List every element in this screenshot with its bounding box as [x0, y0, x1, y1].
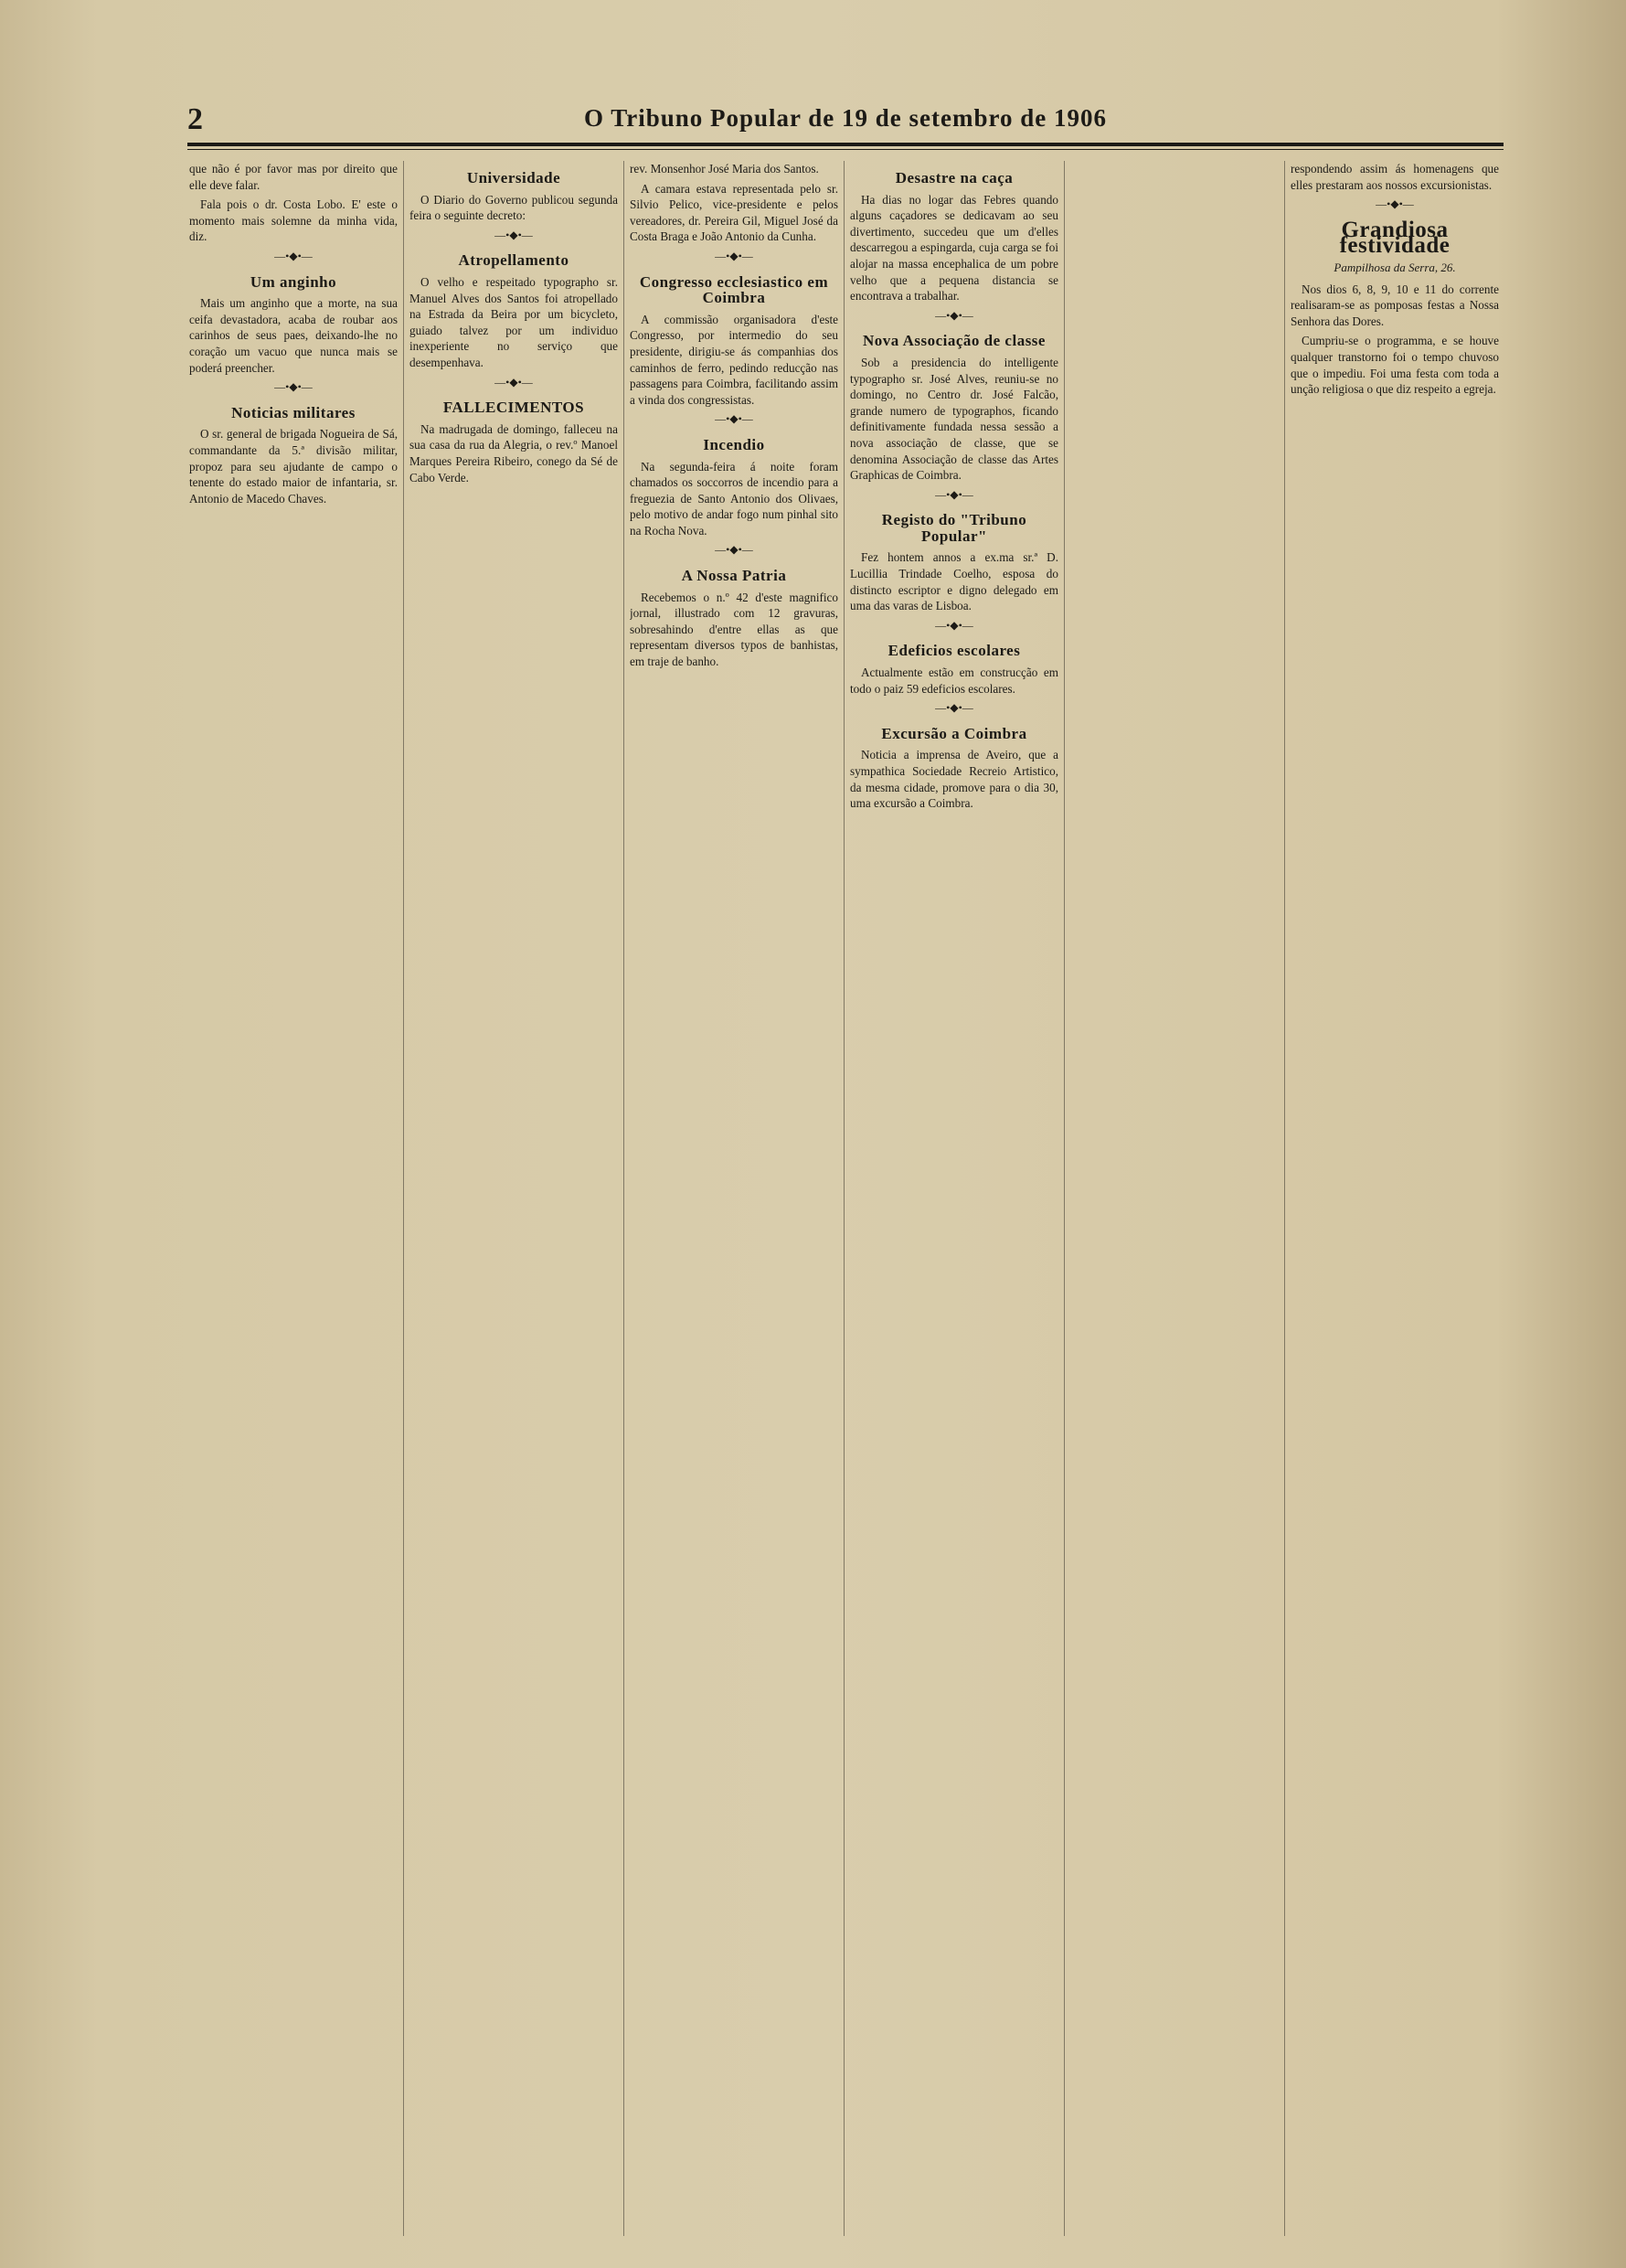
article-title: A Nossa Patria [681, 567, 787, 585]
article-paragraph: Recebemos o n.º 42 d'este magnifico jornal, illustrado com 12 gravuras, sobresahindo d'entre ellas as que representam diversos typos de banhistas, em traje de banho. [630, 590, 838, 669]
ornament-divider: —•◆•— [274, 380, 313, 394]
article-paragraph: Sob a presidencia do intelligente typographo sr. José Alves, reuniu-se no domingo, no Centro dr. José Falcão, grande numero de typographos, ficando definitivamente fundada nessa sessão a nova associação de classe, que se denomina Associação de classe das Artes Graphicas de Coimbra. [850, 355, 1058, 483]
ornament-divider: —•◆•— [715, 412, 753, 426]
article-title: Excursão a Coimbra [881, 724, 1027, 742]
column-separator [844, 161, 845, 2236]
ornament-divider: —•◆•— [494, 375, 533, 389]
ornament-divider: —•◆•— [935, 618, 973, 632]
article-paragraph: Fala pois o dr. Costa Lobo. E' este o momento mais solemne da minha vida, diz. [189, 197, 398, 244]
ornament-divider: —•◆•— [715, 249, 753, 262]
article-title: Incendio [703, 435, 765, 453]
article-title: Edeficios escolares [887, 642, 1021, 660]
article-paragraph: Na segunda-feira á noite foram chamados os soccorros de incendio para a freguezia de Santo Antonio dos Olivaes, pelo motivo de andar fogo num pinhal sito na Rocha Nova. [630, 459, 838, 538]
article-paragraph: Cumpriu-se o programma, e se houve qualquer transtorno foi o tempo chuvoso que o impediu. Foi uma festa com toda a unção religiosa o que diz respeito a egreja. [1291, 334, 1499, 397]
column-4 [850, 161, 1058, 2236]
ornament-divider: —•◆•— [935, 487, 973, 501]
article-paragraph: que não é por favor mas por direito que elle deve falar. [189, 162, 398, 192]
article-paragraph: respondendo assim ás homenagens que elles prestaram aos nossos excursionistas. [1291, 162, 1499, 192]
article-paragraph: Nos dios 6, 8, 9, 10 e 11 do corrente realisaram-se as pomposas festas a Nossa Senhora das Dores. [1291, 282, 1499, 328]
ornament-divider: —•◆•— [935, 308, 973, 322]
ornament-divider: —•◆•— [935, 701, 973, 715]
article-title: Congresso ecclesiastico em Coimbra [639, 272, 829, 307]
article-paragraph: Actualmente estão em construcção em todo o paiz 59 edeficios escolares. [850, 665, 1058, 696]
column-2 [409, 161, 618, 2236]
article-title: Grandiosa festividade [1339, 217, 1451, 259]
header-rule-thin [187, 149, 1504, 150]
column-6 [1291, 161, 1499, 2236]
article-title: Registo do "Tribuno Popular" [881, 511, 1027, 545]
article-title: FALLECIMENTOS [442, 399, 585, 417]
article-title: Universidade [466, 169, 561, 186]
article-paragraph: O Diario do Governo publicou segunda feira o seguinte decreto: [409, 192, 618, 223]
article-paragraph: Noticia a imprensa de Aveiro, que a sympathica Sociedade Recreio Artistico, da mesma cidade, promove para o dia 30, uma excursão a Coimbra. [850, 748, 1058, 811]
article-paragraph: Fez hontem annos a ex.ma sr.ª D. Lucillia Trindade Coelho, esposa do distincto escriptor e digno delegado em uma das varas de Lisboa. [850, 550, 1058, 613]
article-paragraph: Na madrugada de domingo, falleceu na sua casa da rua da Alegria, o rev.º Manoel Marques Pereira Ribeiro, conego da Sé de Cabo Verde. [409, 421, 618, 484]
header-rule [187, 143, 1504, 146]
article-title: Atropellamento [458, 251, 569, 270]
column-1 [189, 161, 398, 2236]
ornament-divider: —•◆•— [1376, 197, 1414, 211]
page-number: 2 [187, 102, 203, 136]
article-paragraph: rev. Monsenhor José Maria dos Santos. [630, 162, 819, 176]
article-title: Um anginho [250, 272, 337, 291]
page-header [187, 102, 1504, 135]
masthead: O Tribuno Popular de 19 de setembro de 1906 [583, 104, 1108, 132]
article-paragraph: A camara estava representada pelo sr. Silvio Pelico, vice-presidente e pelos vereadores, dr. Pereira Gil, Miguel José da Costa Braga e João Antonio da Cunha. [630, 181, 838, 244]
article-paragraph: O velho e respeitado typographo sr. Manuel Alves dos Santos foi atropellado na Estrada da Beira por um bicycleto, guiado talvez por um individuo inexperiente no serviço que desempenhava. [409, 274, 618, 369]
column-separator [623, 161, 624, 2236]
column-3 [630, 161, 838, 2236]
ornament-divider: —•◆•— [494, 228, 533, 241]
article-title: Nova Associação de classe [863, 332, 1046, 350]
article-title: Desastre na caça [895, 169, 1014, 186]
article-paragraph: Ha dias no logar das Febres quando alguns caçadores se dedicavam ao seu divertimento, succedeu que um d'elles descarregou a espingarda, cuja carga se foi alojar na massa encephalica de um pobre velho que a pequena distancia se encontrava a trabalhar. [850, 192, 1058, 303]
column-separator [1064, 161, 1065, 2236]
column-separator [403, 161, 404, 2236]
article-paragraph: O sr. general de brigada Nogueira de Sá, commandante da 5.ª divisão militar, propoz para seu ajudante de campo o tenente do estado maior de infantaria, sr. Antonio de Macedo Chaves. [189, 427, 398, 506]
article-title: Noticias militares [231, 403, 356, 421]
ornament-divider: —•◆•— [715, 543, 753, 557]
column-5 [1070, 161, 1279, 2236]
ornament-divider: —•◆•— [274, 249, 313, 262]
column-separator [1284, 161, 1285, 2236]
article-paragraph: A commissão organisadora d'este Congresso, por intermedio do seu presidente, dirigiu-se ás companhias dos caminhos de ferro, pedindo reducção nas passagens para Coimbra, facilitando assim a vinda dos congressistas. [630, 312, 838, 407]
article-dateline: Pampilhosa da Serra, 26. [1334, 260, 1456, 274]
article-paragraph: Mais um anginho que a morte, na sua ceifa devastadora, acaba de roubar aos carinhos de seus paes, deixando-lhe no coração um vacuo que nunca mais se poderá preencher. [189, 296, 398, 375]
